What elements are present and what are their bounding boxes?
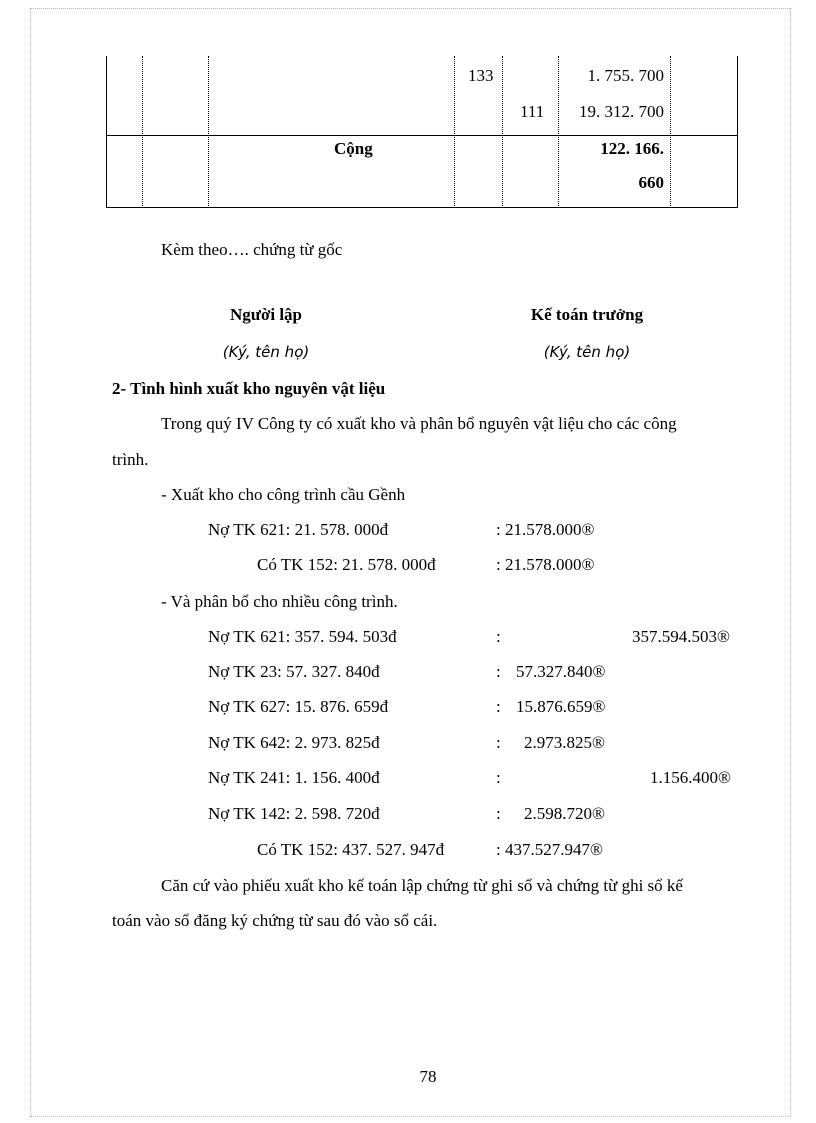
entry-label: Nợ TK 627: 15. 876. 659đ: [208, 697, 389, 716]
section-intro: Trong quý IV Công ty có xuất kho và phân bổ nguyên vật liệu cho các công: [161, 414, 677, 433]
table-border-right: [737, 56, 738, 208]
signature-preparer-note: (Ký, tên họ): [222, 343, 310, 361]
table-border-left: [106, 56, 107, 208]
entry-value: 57.327.840®: [516, 662, 606, 681]
entry-label: Nợ TK 241: 1. 156. 400đ: [208, 768, 380, 787]
page-border-bottom: [30, 1116, 790, 1117]
entry-value: 437.527.947®: [505, 840, 603, 859]
page-border-right: [790, 8, 791, 1116]
entry-colon: :: [496, 804, 501, 823]
table-col-divider: [142, 56, 143, 208]
entry-colon: :: [496, 840, 501, 859]
page-border-left: [30, 8, 31, 1116]
entry-colon: :: [496, 768, 501, 787]
page-number: 78: [419, 1067, 437, 1086]
entry-value: 357.594.503®: [632, 627, 730, 646]
entry-value: : 21.578.000®: [496, 555, 595, 574]
ledger-table: [106, 56, 738, 208]
table-cell-debit-account: 133: [468, 66, 494, 85]
entry-value: 1.156.400®: [650, 768, 731, 787]
item-heading: - Xuất kho cho công trình cầu Gềnh: [161, 485, 406, 504]
entry-value: 2.973.825®: [524, 733, 605, 752]
entry-colon: :: [496, 627, 501, 646]
closing-paragraph: Căn cứ vào phiếu xuất kho kế toán lập chứng từ ghi sổ và chứng từ ghi sổ kế: [161, 876, 683, 895]
page-border-top: [30, 8, 790, 9]
table-col-divider: [670, 56, 671, 208]
section-heading: 2- Tình hình xuất kho nguyên vật liệu: [112, 379, 386, 398]
entry-label: Có TK 152: 21. 578. 000đ: [257, 555, 436, 574]
section-intro-cont: trình.: [112, 450, 149, 469]
table-row-divider: [106, 135, 738, 136]
entry-value: 2.598.720®: [524, 804, 605, 823]
table-border-bottom: [106, 207, 738, 208]
table-cell-amount: 1. 755. 700: [587, 66, 664, 85]
item-heading: - Và phân bổ cho nhiều công trình.: [161, 592, 398, 611]
entry-label: Nợ TK 142: 2. 598. 720đ: [208, 804, 380, 823]
entry-label: Nợ TK 621: 21. 578. 000đ: [208, 520, 389, 539]
table-cell-amount: 19. 312. 700: [579, 102, 664, 121]
entry-label: Nợ TK 23: 57. 327. 840đ: [208, 662, 380, 681]
entry-colon: :: [496, 697, 501, 716]
attachment-note: Kèm theo…. chứng từ gốc: [161, 240, 343, 259]
table-total-amount-cont: 660: [638, 173, 664, 192]
table-col-divider: [502, 56, 503, 208]
signature-chief-accountant-title: Kế toán trưởng: [530, 305, 644, 324]
entry-label: Có TK 152: 437. 527. 947đ: [257, 840, 445, 859]
signature-preparer-title: Người lập: [229, 305, 303, 324]
table-col-divider: [208, 56, 209, 208]
signature-chief-accountant-note: (Ký, tên họ): [543, 343, 631, 361]
entry-colon: :: [496, 662, 501, 681]
closing-paragraph-cont: toán vào sổ đăng ký chứng từ sau đó vào sổ cái.: [112, 911, 438, 930]
entry-value: : 21.578.000®: [496, 520, 595, 539]
entry-colon: :: [496, 733, 501, 752]
table-cell-credit-account: 111: [520, 102, 545, 121]
entry-label: Nợ TK 621: 357. 594. 503đ: [208, 627, 397, 646]
entry-value: 15.876.659®: [516, 697, 606, 716]
table-col-divider: [454, 56, 455, 208]
table-total-label: Cộng: [334, 139, 373, 158]
entry-label: Nợ TK 642: 2. 973. 825đ: [208, 733, 380, 752]
table-total-amount: 122. 166.: [600, 139, 664, 158]
